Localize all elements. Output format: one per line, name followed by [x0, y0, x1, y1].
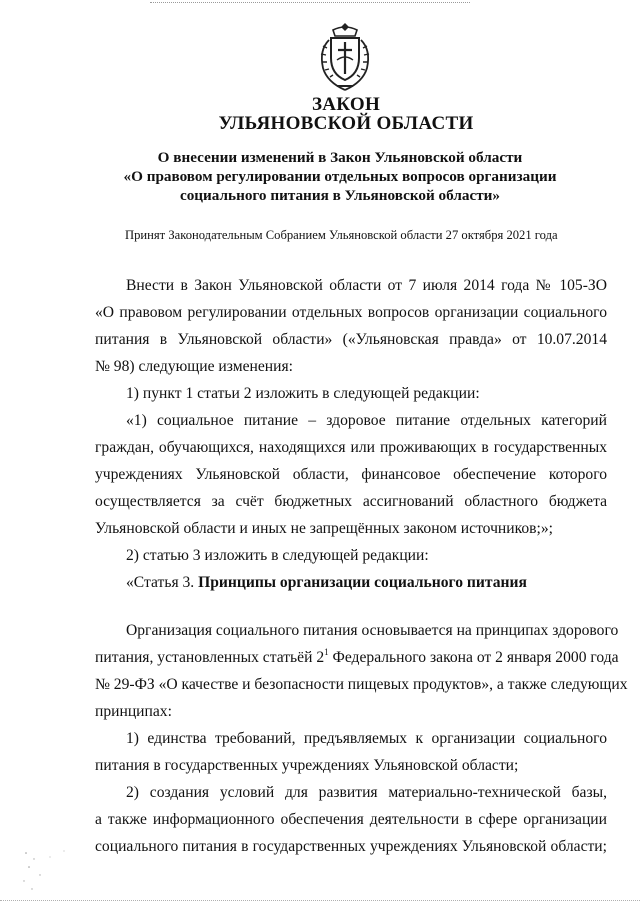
article-title: Принципы организации социального питания — [198, 574, 527, 591]
scan-edge-line — [0, 900, 640, 901]
paragraph-line: № 29-ФЗ «О качестве и безопасности пищевых продуктов», а также следующих — [95, 676, 628, 693]
paragraph-line: питания, установленных статьёй $2^1$ Федерального закона от 2 января 2000 года — [95, 646, 619, 666]
paragraph-line: «О правовом регулировании отдельных вопросов организации социального — [95, 304, 607, 321]
paragraph-line: 1) пункт 1 статьи 2 изложить в следующей редакции: — [126, 385, 480, 402]
adoption-note: Принят Законодательным Собранием Ульяновской области 27 октября 2021 года — [125, 228, 558, 242]
paragraph-line: социального питания в государственных учреждениях Ульяновской области; — [95, 838, 607, 855]
law-subject-line: социального питания в Ульяновской области» — [179, 187, 501, 204]
paragraph-line: «1) социальное питание – здоровое питание отдельных категорий — [126, 412, 607, 429]
paragraph-line: питания в государственных учреждениях Ульяновской области; — [95, 757, 519, 774]
paragraph-line: принципах: — [95, 703, 172, 720]
article-prefix: «Статья 3. — [126, 574, 199, 591]
law-region-heading: УЛЬЯНОВСКОЙ ОБЛАСТИ — [218, 113, 474, 134]
coat-of-arms-icon — [311, 20, 379, 92]
paragraph-line: 2) статью 3 изложить в следующей редакции: — [126, 547, 429, 564]
paragraph-line: Ульяновской области и иных не запрещённых законом источников;»; — [95, 520, 554, 537]
paragraph-line: осуществляется за счёт бюджетных ассигнований областного бюджета — [95, 493, 607, 510]
paragraph-line: а также информационного обеспечения деятельности в сфере организации — [95, 811, 607, 828]
scan-edge-line — [150, 2, 470, 3]
paragraph-line: Организация социального питания основывается на принципах здорового — [126, 622, 619, 639]
paragraph-line: № 98) следующие изменения: — [95, 358, 293, 375]
paragraph-line: учреждениях Ульяновской области, финансовое обеспечение которого — [95, 466, 607, 483]
paragraph-line: 2) создания условий для развития материально-технической базы, — [126, 784, 607, 801]
paragraph-line: граждан, обучающихся, находящихся или проживающих в государственных — [95, 439, 607, 456]
paragraph-line: питания в Ульяновской области» («Ульяновская правда» от 10.07.2014 — [95, 331, 607, 348]
law-subject-line: «О правовом регулировании отдельных вопросов организации — [123, 168, 557, 185]
footnote-superscript: 1 — [324, 646, 329, 657]
article-heading — [126, 573, 607, 593]
paragraph-line: Внести в Закон Ульяновской области от 7 июля 2014 года № 105-ЗО — [126, 277, 607, 294]
law-subject-line: О внесении изменений в Закон Ульяновской области — [157, 149, 523, 166]
law-heading: ЗАКОН — [311, 94, 381, 115]
paragraph-line: 1) единства требований, предъявляемых к организации социального — [126, 730, 607, 747]
scan-noise — [20, 845, 90, 895]
